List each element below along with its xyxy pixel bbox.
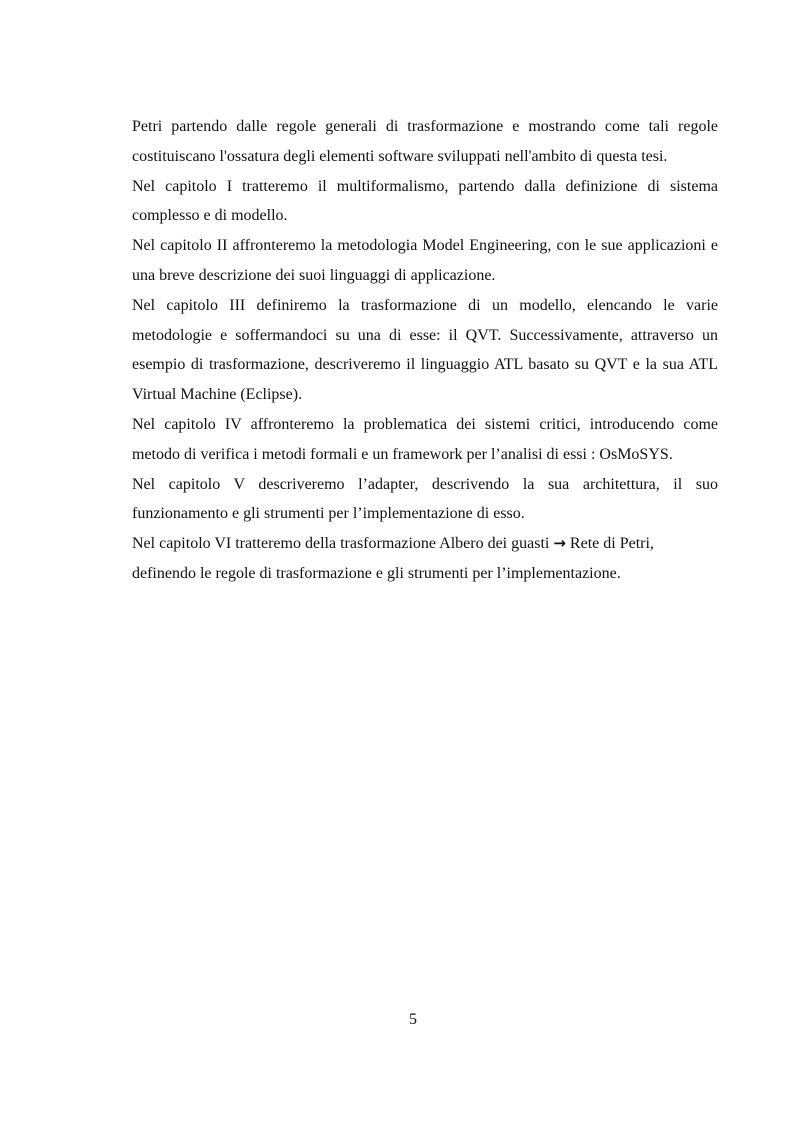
right-arrow-icon: → [553, 534, 566, 553]
paragraph-intro-continuation: Petri partendo dalle regole generali di trasformazione e mostrando come tali regole costituiscano l'ossatura degli elementi software sviluppati nell'ambito di questa tesi. [132, 118, 718, 165]
page-number: 5 [409, 1011, 417, 1028]
paragraph-chapter-2: Nel capitolo II affronteremo la metodologia Model Engineering, con le sue applicazioni e una breve descrizione dei suoi linguaggi di applicazione. [132, 237, 718, 284]
paragraph-chapter-6-end: Rete di Petri, definendo le regole di trasformazione e gli strumenti per l’implementazione. [132, 535, 654, 582]
paragraph-chapter-5: Nel capitolo V descriveremo l’adapter, descrivendo la sua architettura, il suo funzionamento e gli strumenti per l’implementazione di esso. [132, 475, 718, 523]
paragraph-chapter-4: Nel capitolo IV affronteremo la problematica dei sistemi critici, introducendo come metodo di verifica i metodi formali e un framework per l’analisi di essi : OsMoSYS. [132, 415, 718, 463]
paragraph-chapter-6-start: Nel capitolo VI tratteremo della trasformazione Albero dei guasti [132, 535, 554, 553]
paragraph-chapter-6 [132, 529, 718, 589]
body-text [132, 112, 718, 589]
paragraph-chapter-3: Nel capitolo III definiremo la trasformazione di un modello, elencando le varie metodologie e soffermandoci su una di esse: il QVT. Successivamente, attraverso un esempio di trasformazione, descriveremo il linguaggio ATL basato su QVT e la sua ATL Virtual Machine (Eclipse). [132, 296, 718, 404]
paragraph-chapter-1: Nel capitolo I tratteremo il multiformalismo, partendo dalla definizione di sistema complesso e di modello. [132, 177, 718, 225]
